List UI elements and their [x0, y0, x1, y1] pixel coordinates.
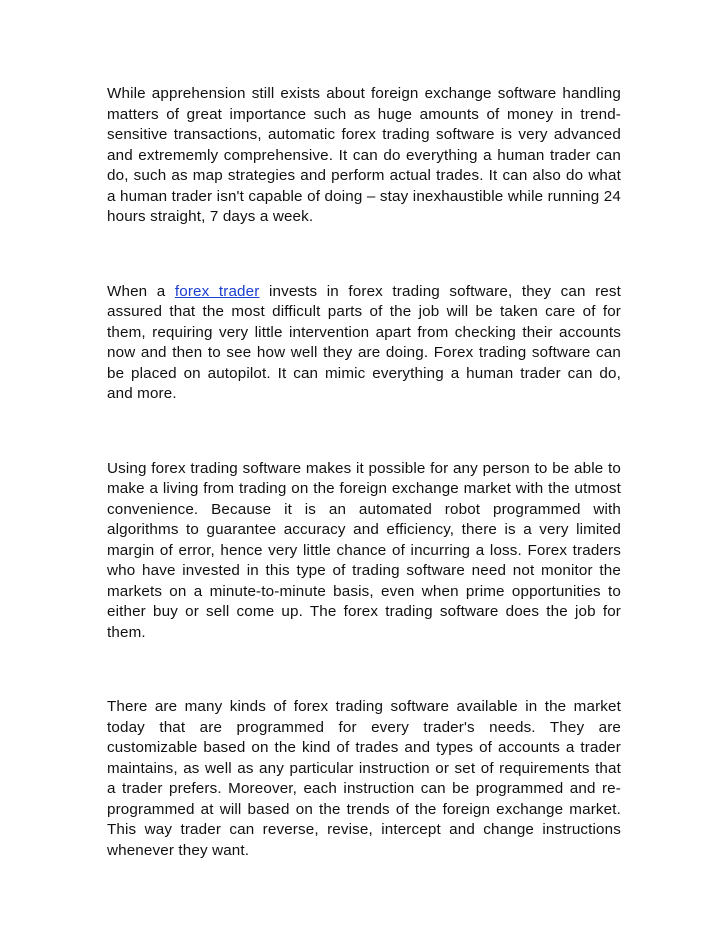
paragraph-3: Using forex trading software makes it possible for any person to be able to make a living from trading on the foreign exchange market with the utmost convenience. Because it is an automated robot programmed with algorithms to guarantee accuracy and efficiency, there is a very limited margin of error, hence very little chance of incurring a loss. Forex traders who have invested in this type of trading software need not monitor the markets on a minute-to-minute basis, even when prime opportunities to either buy or sell come up. The forex trading software does the job for them. — [107, 459, 621, 641]
paragraph-2 — [107, 282, 621, 405]
forex-trader-link[interactable]: forex trader — [174, 282, 260, 300]
paragraph-4: There are many kinds of forex trading software available in the market today that are programmed for every trader's needs. They are customizable based on the kind of trades and types of accounts a trader maintains, as well as any particular instruction or set of requirements that a trader prefers. Moreover, each instruction can be programmed and re-programmed at will based on the trends of the foreign exchange market. This way trader can reverse, revise, intercept and change instructions whenever they want. — [107, 698, 621, 859]
paragraph-1: While apprehension still exists about foreign exchange software handling matters of great importance such as huge amounts of money in trend-sensitive transactions, automatic forex trading software is very advanced and extrememly comprehensive. It can do everything a human trader can do, such as map strategies and perform actual trades. It can also do what a human trader isn't capable of doing – stay inexhaustible while running 24 hours straight, 7 days a week. — [107, 85, 621, 225]
paragraph-2-lead: When a — [107, 282, 175, 300]
document-body — [107, 84, 621, 861]
paragraph-2-rest: invests in forex trading software, they can rest assured that the most difficult parts of the job will be taken care of for them, requiring very little intervention apart from checking their accounts now and then to see how well they are doing. Forex trading software can be placed on autopilot. It can mimic everything a human trader can do, and more. — [107, 282, 621, 402]
